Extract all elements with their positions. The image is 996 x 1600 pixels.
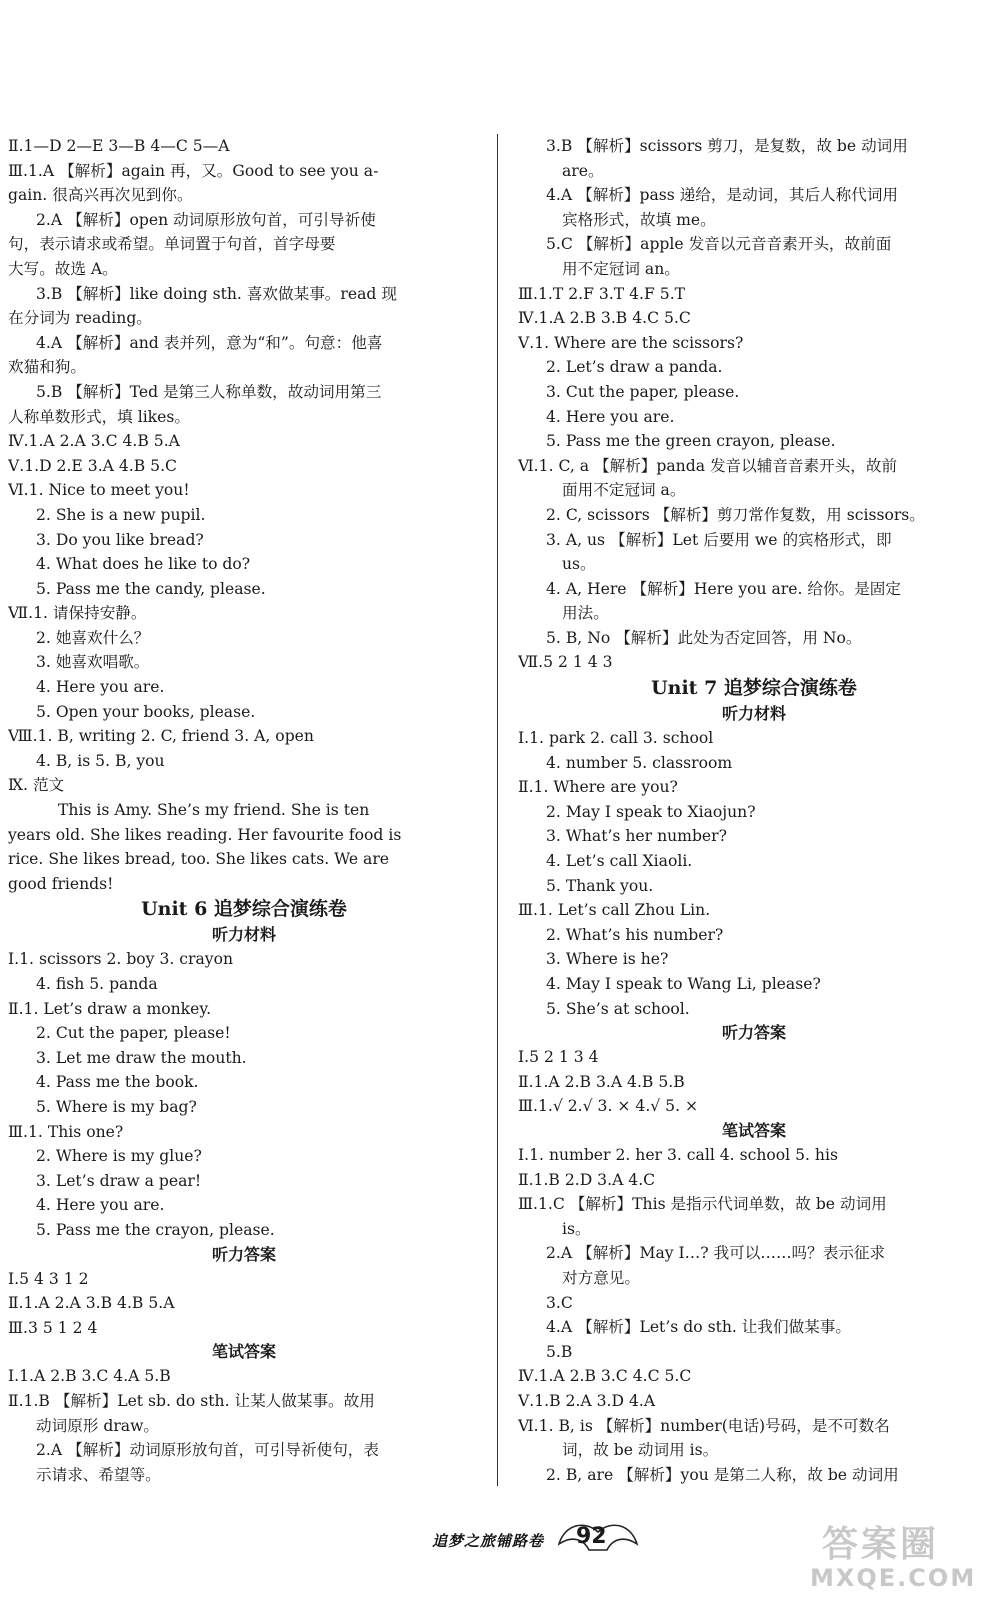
answer-line: Ⅰ.1. park 2. call 3. school — [518, 729, 714, 748]
answer-line: 句，表示请求或希望。单词置于句首，首字母要 — [8, 235, 336, 254]
answer-line: Ⅲ.1.√ 2.√ 3. × 4.√ 5. × — [518, 1097, 699, 1116]
answer-line: Ⅷ.1. B, writing 2. C, friend 3. A, open — [8, 727, 314, 746]
answer-line: 5. Pass me the candy, please. — [36, 579, 266, 598]
answer-line: years old. She likes reading. Her favourite food is — [8, 825, 402, 844]
column-divider — [497, 134, 498, 1486]
answer-line: 5.C 【解析】apple 发音以元音音素开头，故前面 — [546, 235, 892, 254]
answer-line: 2.A 【解析】May I…? 我可以……吗？表示征求 — [546, 1244, 886, 1263]
answer-line: 5. Open your books, please. — [36, 702, 256, 721]
left-column — [8, 134, 480, 1487]
answer-line: 5. Pass me the crayon, please. — [36, 1220, 275, 1239]
answer-line: 3. 她喜欢唱歌。 — [36, 653, 150, 672]
section-heading: 笔试答案 — [211, 1342, 276, 1362]
answer-line: 3. Where is he? — [546, 950, 669, 969]
answer-line: 3. Let’s draw a pear! — [36, 1171, 202, 1190]
answer-line: 4. Here you are. — [546, 407, 675, 426]
answer-line: 4. A, Here 【解析】Here you are. 给你。是固定 — [546, 579, 901, 598]
answer-line: Ⅳ.1.A 2.B 3.B 4.C 5.C — [518, 309, 691, 328]
watermark-logo-text: 答案圈 — [822, 1524, 940, 1565]
answer-line: Ⅵ.1. B, is 【解析】number(电话)号码，是不可数名 — [518, 1416, 890, 1435]
answer-line: 5. Where is my bag? — [36, 1097, 197, 1116]
answer-line: 2. Cut the paper, please! — [36, 1024, 231, 1043]
answer-line: gain. 很高兴再次见到你。 — [8, 186, 193, 205]
answer-line: 4. Pass me the book. — [36, 1073, 199, 1092]
answer-line: 4.A 【解析】and 表并列，意为“和”。句意：他喜 — [36, 333, 383, 352]
section-heading: 听力材料 — [721, 704, 786, 724]
section-heading: 听力答案 — [721, 1023, 786, 1043]
answer-line: This is Amy. She’s my friend. She is ten — [58, 801, 370, 820]
answer-line: 5. She’s at school. — [546, 999, 690, 1018]
answer-line: 4. Let’s call Xiaoli. — [546, 852, 693, 871]
section-heading: 听力材料 — [211, 925, 276, 945]
answer-line: 4. number 5. classroom — [546, 753, 733, 772]
answer-line: 示请求、希望等。 — [36, 1465, 161, 1484]
answer-line: 动词原形 draw。 — [36, 1416, 160, 1435]
answer-line: are。 — [562, 161, 604, 180]
answer-line: 3. Let me draw the mouth. — [36, 1048, 247, 1067]
answer-line: Ⅰ.1. number 2. her 3. call 4. school 5. his — [518, 1145, 838, 1164]
answer-line: Ⅰ.1.A 2.B 3.C 4.A 5.B — [8, 1367, 171, 1386]
answer-line: Ⅲ.1. This one? — [8, 1122, 124, 1141]
answer-line: 5. B, No 【解析】此处为否定回答，用 No。 — [546, 628, 862, 647]
section-heading: 笔试答案 — [721, 1120, 786, 1140]
answer-line: 3. What’s her number? — [546, 827, 727, 846]
answer-line: 欢猫和狗。 — [8, 358, 86, 377]
answer-line: 4. B, is 5. B, you — [36, 751, 165, 770]
right-column — [518, 134, 990, 1487]
answer-line: Ⅴ.1.B 2.A 3.D 4.A — [518, 1391, 656, 1410]
answer-line: 2. May I speak to Xiaojun? — [546, 802, 756, 821]
answer-line: is。 — [562, 1219, 591, 1238]
answer-line: rice. She likes bread, too. She likes cats. We are — [8, 850, 390, 869]
answer-line: 大写。故选 A。 — [8, 259, 118, 278]
answer-line: 4. Here you are. — [36, 1196, 165, 1215]
answer-line: 4. What does he like to do? — [36, 555, 251, 574]
answer-line: 3. Do you like bread? — [36, 530, 204, 549]
answer-line: Ⅰ.5 4 3 1 2 — [8, 1269, 89, 1288]
answer-line: 3. A, us 【解析】Let 后要用 we 的宾格形式，即 — [546, 530, 892, 549]
answer-line: 面用不定冠词 a。 — [562, 481, 686, 500]
section-heading: 听力答案 — [211, 1244, 276, 1264]
answer-line: 2. Let’s draw a panda. — [546, 358, 723, 377]
answer-line: Ⅰ.1. scissors 2. boy 3. crayon — [8, 950, 234, 969]
answer-line: 2. C, scissors 【解析】剪刀常作复数，用 scissors。 — [546, 505, 925, 524]
answer-line: 2. 她喜欢什么？ — [36, 628, 150, 647]
page-number: 92 — [576, 1524, 607, 1549]
answer-line: Ⅶ.5 2 1 4 3 — [518, 653, 613, 672]
answer-line: 5.B 【解析】Ted 是第三人称单数，故动词用第三 — [36, 382, 382, 401]
answer-line: 4.A 【解析】pass 递给，是动词，其后人称代词用 — [546, 186, 899, 205]
answer-line: Ⅱ.1. Where are you? — [518, 778, 678, 797]
answer-line: Ⅸ. 范文 — [8, 776, 65, 795]
answer-line: 5.B — [546, 1342, 573, 1361]
answer-line: Ⅲ.1.A 【解析】again 再，又。Good to see you a- — [8, 161, 379, 180]
answer-line: 2.A 【解析】open 动词原形放句首，可引导祈使 — [36, 210, 376, 229]
answer-line: 3.B 【解析】scissors 剪刀，是复数，故 be 动词用 — [546, 137, 908, 155]
answer-line: 5. Pass me the green crayon, please. — [546, 432, 836, 451]
footer-brand: 追梦之旅铺路卷 — [432, 1532, 545, 1550]
answer-line: Ⅱ.1.A 2.B 3.A 4.B 5.B — [518, 1072, 685, 1091]
answer-line: 4.A 【解析】Let’s do sth. 让我们做某事。 — [546, 1318, 851, 1337]
watermark-url: MXQE.COM — [810, 1564, 977, 1592]
answer-line: Ⅲ.1.T 2.F 3.T 4.F 5.T — [518, 284, 686, 303]
answer-line: 词，故 be 动词用 is。 — [562, 1441, 719, 1460]
unit-heading: Unit 7 追梦综合演练卷 — [651, 677, 857, 700]
answer-line: Ⅱ.1.B 【解析】Let sb. do sth. 让某人做某事。故用 — [8, 1391, 375, 1410]
answer-line: 2. Where is my glue? — [36, 1147, 202, 1166]
answer-line: 2. She is a new pupil. — [36, 505, 206, 524]
answer-line: 2. What’s his number? — [546, 925, 724, 944]
answer-line: 宾格形式，故填 me。 — [562, 210, 716, 229]
answer-line: Ⅱ.1.A 2.A 3.B 4.B 5.A — [8, 1294, 175, 1313]
answer-line: Ⅴ.1.D 2.E 3.A 4.B 5.C — [8, 456, 177, 475]
answer-line: 2. B, are 【解析】you 是第二人称，故 be 动词用 — [546, 1465, 899, 1484]
answer-line: 人称单数形式，填 likes。 — [8, 407, 190, 426]
answer-line: 3. Cut the paper, please. — [546, 382, 740, 401]
answer-line: Ⅳ.1.A 2.B 3.C 4.C 5.C — [518, 1367, 692, 1386]
answer-line: 在分词为 reading。 — [8, 309, 152, 328]
answer-line: Ⅲ.1. Let’s call Zhou Lin. — [518, 901, 711, 920]
answer-line: 用法。 — [562, 604, 609, 623]
answer-line: Ⅰ.5 2 1 3 4 — [518, 1048, 599, 1067]
answer-line: Ⅵ.1. Nice to meet you! — [8, 481, 190, 500]
answer-line: Ⅱ.1.B 2.D 3.A 4.C — [518, 1170, 656, 1189]
answer-line: 3.C — [546, 1293, 573, 1312]
answer-line: 4. Here you are. — [36, 678, 165, 697]
answer-line: Ⅶ.1. 请保持安静。 — [8, 604, 147, 623]
answer-line: Ⅵ.1. C, a 【解析】panda 发音以辅音音素开头，故前 — [518, 456, 898, 475]
answer-line: Ⅱ.1. Let’s draw a monkey. — [8, 999, 212, 1018]
answer-line: Ⅲ.1.C 【解析】This 是指示代词单数，故 be 动词用 — [518, 1195, 887, 1214]
answer-line: 3.B 【解析】like doing sth. 喜欢做某事。read 现 — [36, 284, 397, 303]
answer-line: Ⅳ.1.A 2.A 3.C 4.B 5.A — [8, 432, 180, 451]
answer-line: 2.A 【解析】动词原形放句首，可引导祈使句，表 — [36, 1441, 379, 1460]
answer-line: Ⅲ.3 5 1 2 4 — [8, 1318, 98, 1337]
answer-line: us。 — [562, 555, 596, 574]
answer-line: 对方意见。 — [562, 1268, 640, 1287]
answer-line: Ⅱ.1—D 2—E 3—B 4—C 5—A — [8, 137, 230, 155]
answer-line: 4. May I speak to Wang Li, please? — [546, 975, 821, 993]
answer-line: 5. Thank you. — [546, 876, 654, 895]
answer-line: 用不定冠词 an。 — [562, 259, 680, 278]
answer-line: good friends! — [8, 874, 114, 893]
answer-line: 4. fish 5. panda — [36, 975, 158, 993]
answer-line: Ⅴ.1. Where are the scissors? — [518, 333, 744, 352]
watermark — [800, 1516, 988, 1596]
unit-heading: Unit 6 追梦综合演练卷 — [141, 898, 347, 921]
